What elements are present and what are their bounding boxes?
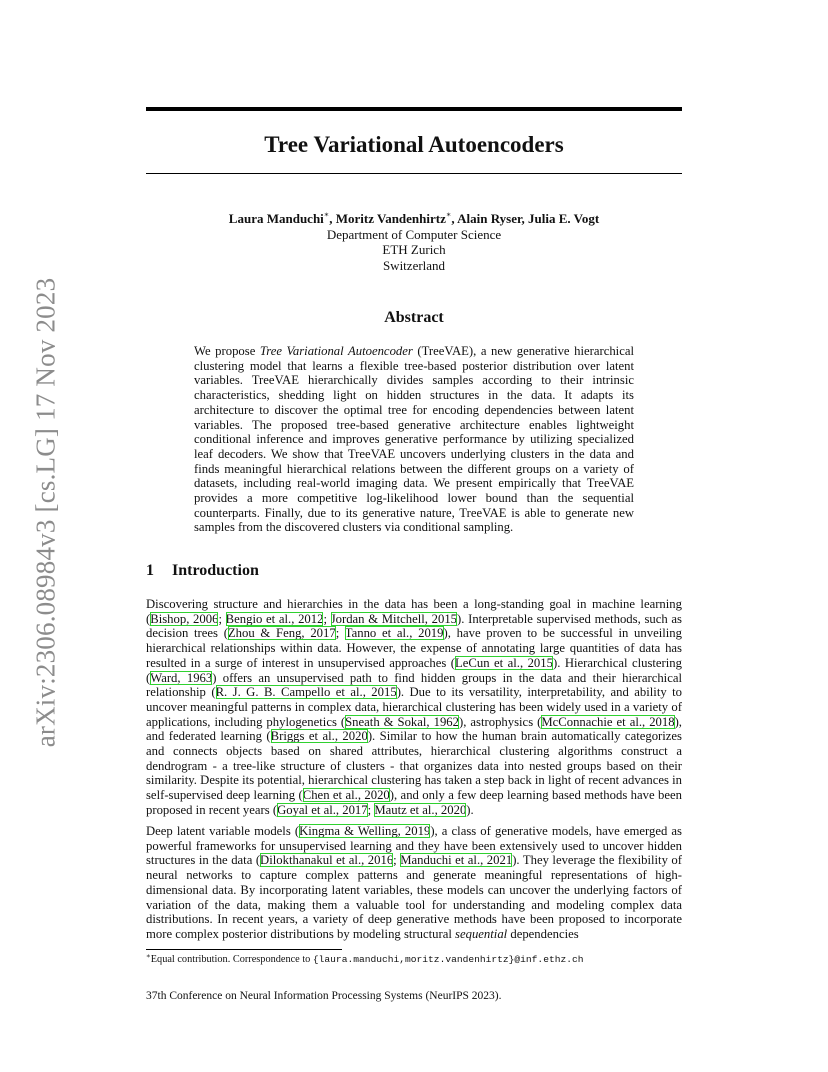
citation-link[interactable]: Bishop, 2006	[150, 611, 219, 626]
citation-link[interactable]: Sneath & Sokal, 1962	[345, 714, 459, 729]
citation-link[interactable]: Dilokthanakul et al., 2016	[260, 853, 394, 868]
intro-paragraph-1	[146, 597, 682, 818]
emphasized-word: sequential	[455, 926, 508, 941]
text-run: ), and federated learning (	[146, 714, 682, 744]
citation-link[interactable]: Bengio et al., 2012	[225, 611, 324, 626]
affiliation-country: Switzerland	[382, 257, 446, 273]
section-heading-introduction	[146, 562, 259, 580]
conference-notice: 37th Conference on Neural Information Processing Systems (NeurIPS 2023).	[146, 990, 502, 1002]
text-run: ;	[335, 626, 345, 641]
citation-link[interactable]: Jordan & Mitchell, 2015	[330, 611, 458, 626]
text-run: ;	[393, 853, 401, 868]
equal-contribution-mark-1: ∗	[323, 210, 330, 219]
abstract-text	[194, 344, 634, 535]
affiliation-department: Department of Computer Science	[326, 226, 502, 242]
citation-link[interactable]: Mautz et al., 2020	[374, 802, 467, 817]
abstract-model-name: Tree Variational Autoencoder	[259, 344, 413, 358]
text-run: dependencies	[507, 926, 579, 941]
section-title: Introduction	[172, 562, 259, 579]
text-run: ;	[218, 611, 226, 626]
text-run: ). Interpretable supervised methods, such as decision trees (	[146, 611, 682, 641]
footnote-text: Equal contribution. Correspondence to	[150, 954, 313, 965]
title-bottom-rule	[146, 173, 682, 174]
text-run: ). Due to its versatility, interpretability, and ability to uncover meaningful patterns in complex data, hierarchical clustering has been widely used in a variety of applications, including phylogenetics (	[146, 685, 682, 729]
text-run: ). Hierarchical clustering (	[146, 655, 682, 685]
text-run: ), astrophysics (	[459, 714, 542, 729]
text-run: ). They leverage the flexibility of neural networks to capture complex patterns and generate meaningful representations of high-dimensional data. By incorporating latent variables, these models can uncover the underlying factors of variation of the data, making them a valuable tool for understanding and modeling complex data distributions. In recent years, a variety of deep generative methods have been proposed to incorporate more complex posterior distributions by modeling structural	[146, 853, 682, 941]
footnote-email[interactable]: {laura.manduchi,moritz.vandenhirtz}@inf.ethz.ch	[312, 954, 584, 965]
citation-link[interactable]: McConnachie et al., 2018	[541, 714, 675, 729]
section-number: 1	[146, 562, 154, 579]
text-run: ), have proven to be successful in unveiling hierarchical relationships within data. However, the expense of annotating large quantities of data has resulted in a surge of interest in unsupervised approaches (	[146, 626, 682, 670]
footnote-mark: ∗	[146, 952, 151, 960]
author-block	[146, 211, 682, 273]
citation-link[interactable]: Kingma & Welling, 2019	[299, 824, 431, 838]
text-run: Discovering structure and hierarchies in the data has been a long-standing goal in machine learning (	[146, 597, 682, 626]
text-run: ), and only a few deep learning based methods have been proposed in recent years (	[146, 788, 682, 817]
abstract-intro: We propose	[194, 344, 260, 358]
text-run: ), a class of generative models, have emerged as powerful frameworks for unsupervised learning and they have been extensively used to uncover hidden structures in the data (	[146, 824, 682, 868]
text-run: Deep latent variable models (	[146, 824, 300, 838]
abstract-body: (TreeVAE), a new generative hierarchical clustering model that learns a flexible tree-based posterior distribution over latent variables. TreeVAE hierarchically divides samples according to their intrinsic characteristics, shedding light on hidden structures in the data. It adapts its architecture to discover the optimal tree for encoding dependencies between latent variables. The proposed tree-based generative architecture enables lightweight conditional inference and improves generative performance by utilizing specialized leaf decoders. We show that TreeVAE uncovers underlying clusters in the data and finds meaningful hierarchical relations between the different groups on a variety of datasets, including real-world imaging data. We present empirically that TreeVAE provides a more competitive log-likelihood lower bound than the sequential counterparts. Finally, due to its generative nature, TreeVAE is able to generate new samples from the discovered clusters via conditional sampling.	[194, 344, 634, 535]
citation-link[interactable]: Chen et al., 2020	[302, 788, 390, 803]
intro-paragraph-2	[146, 824, 682, 942]
text-run: ;	[367, 802, 375, 817]
text-run: ;	[323, 611, 331, 626]
author-1: Laura Manduchi	[228, 211, 324, 226]
text-run: ).	[466, 802, 474, 817]
abstract-heading: Abstract	[384, 309, 444, 326]
footnote-rule	[146, 949, 342, 950]
text-run: ). Similar to how the human brain automatically categorizes and connects objects based on shared attributes, hierarchical clustering algorithms construct a dendrogram - a tree-like structure of clusters - that organizes data into nested groups based on their similarity. Despite its potential, hierarchical clustering has taken a step back in light of recent advances in self-supervised deep learning (	[146, 729, 682, 803]
citation-link[interactable]: R. J. G. B. Campello et al., 2015	[215, 685, 397, 700]
author-2: Moritz Vandenhirtz	[335, 211, 446, 226]
citation-link[interactable]: Tanno et al., 2019	[344, 626, 444, 641]
citation-link[interactable]: Goyal et al., 2017	[277, 802, 368, 817]
paper-title: Tree Variational Autoencoders	[264, 132, 564, 157]
citation-link[interactable]: Briggs et al., 2020	[270, 729, 368, 744]
citation-link[interactable]: Zhou & Feng, 2017	[227, 626, 336, 641]
footnote	[146, 953, 686, 966]
arxiv-identifier-text: arXiv:2306.08984v3 [cs.LG] 17 Nov 2023	[30, 277, 61, 747]
title-top-rule	[146, 107, 682, 111]
equal-contribution-mark-2: ∗	[445, 210, 452, 219]
other-authors: Alain Ryser, Julia E. Vogt	[457, 211, 600, 226]
text-run: ) offers an unsupervised path to find hidden groups in the data and their hierarchical relationship (	[146, 670, 682, 700]
affiliation-institution: ETH Zurich	[382, 242, 446, 257]
author-names: Laura Manduchi∗, Moritz Vandenhirtz∗, Alain Ryser, Julia E. Vogt	[228, 210, 600, 226]
arxiv-identifier-stamp	[18, 277, 74, 747]
citation-link[interactable]: LeCun et al., 2015	[455, 655, 553, 670]
citation-link[interactable]: Manduchi et al., 2021	[400, 853, 513, 868]
citation-link[interactable]: Ward, 1963	[150, 670, 213, 685]
